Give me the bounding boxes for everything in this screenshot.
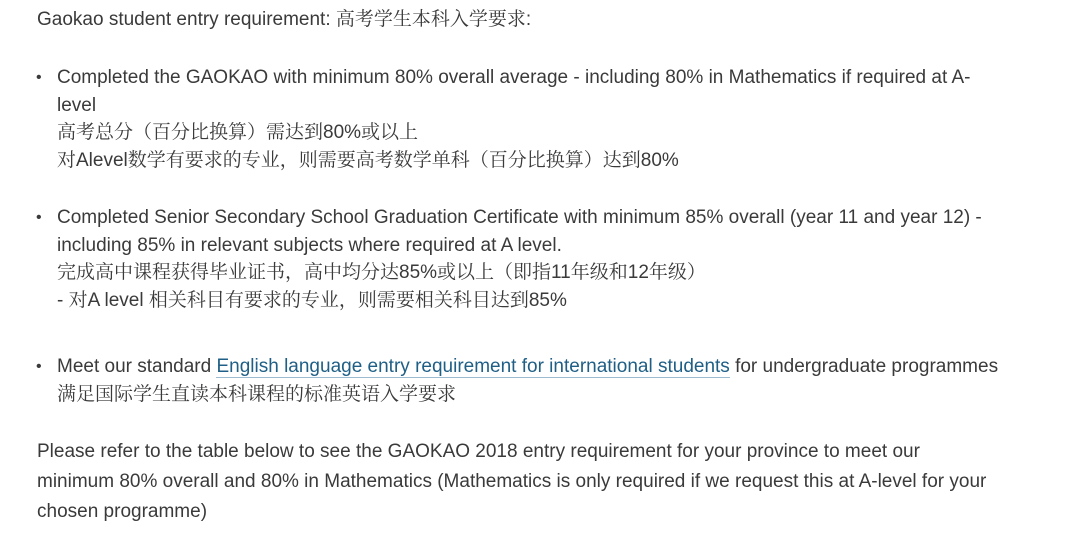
list-item-text: 满足国际学生直读本科课程的标准英语入学要求 — [57, 383, 457, 405]
outro-paragraph — [37, 437, 1047, 527]
list-item-text: 完成高中课程获得毕业证书，高中均分达85%或以上（即指11年级和12年级） — [57, 262, 706, 283]
list-item-text: Completed Senior Secondary School Graduation Certificate with minimum 85% overall (year 11 and year 12) - — [57, 207, 982, 228]
list-item-text-after-link: for undergraduate programmes — [729, 356, 999, 377]
english-requirement-link[interactable]: English language entry requirement for international students — [216, 356, 730, 377]
list-item-text: including 85% in relevant subjects where required at A level. — [57, 234, 562, 256]
list-item-english-requirement — [36, 353, 1057, 408]
list-item-text-before-link: Meet our standard — [57, 356, 217, 377]
outro-text-line: minimum 80% overall and 80% in Mathematics (Mathematics is only required if we request this at A-level for your — [37, 471, 987, 492]
list-item-text: 对Alevel数学有要求的专业，则需要高考数学单科（百分比换算）达到80% — [57, 149, 679, 171]
bullet-icon: • — [36, 209, 42, 226]
outro-text-line: chosen programme) — [37, 501, 208, 522]
outro-text-line: Please refer to the table below to see the GAOKAO 2018 entry requirement for your province to meet our — [37, 441, 920, 462]
list-item-gaokao-requirement — [36, 64, 1057, 174]
list-item-senior-secondary-requirement — [36, 204, 1057, 314]
list-item-text: level — [57, 94, 97, 116]
bullet-icon: • — [36, 69, 42, 86]
intro-heading: Gaokao student entry requirement: 高考学生本科入学要求: — [37, 9, 532, 30]
list-item-text: - 对A level 相关科目有要求的专业，则需要相关科目达到85% — [57, 289, 567, 311]
list-item-text: Completed the GAOKAO with minimum 80% overall average - including 80% in Mathematics if required at A- — [57, 67, 971, 88]
bullet-icon: • — [36, 358, 42, 375]
list-item-text: 高考总分（百分比换算）需达到80%或以上 — [57, 122, 419, 143]
list-item-text — [57, 353, 1057, 381]
